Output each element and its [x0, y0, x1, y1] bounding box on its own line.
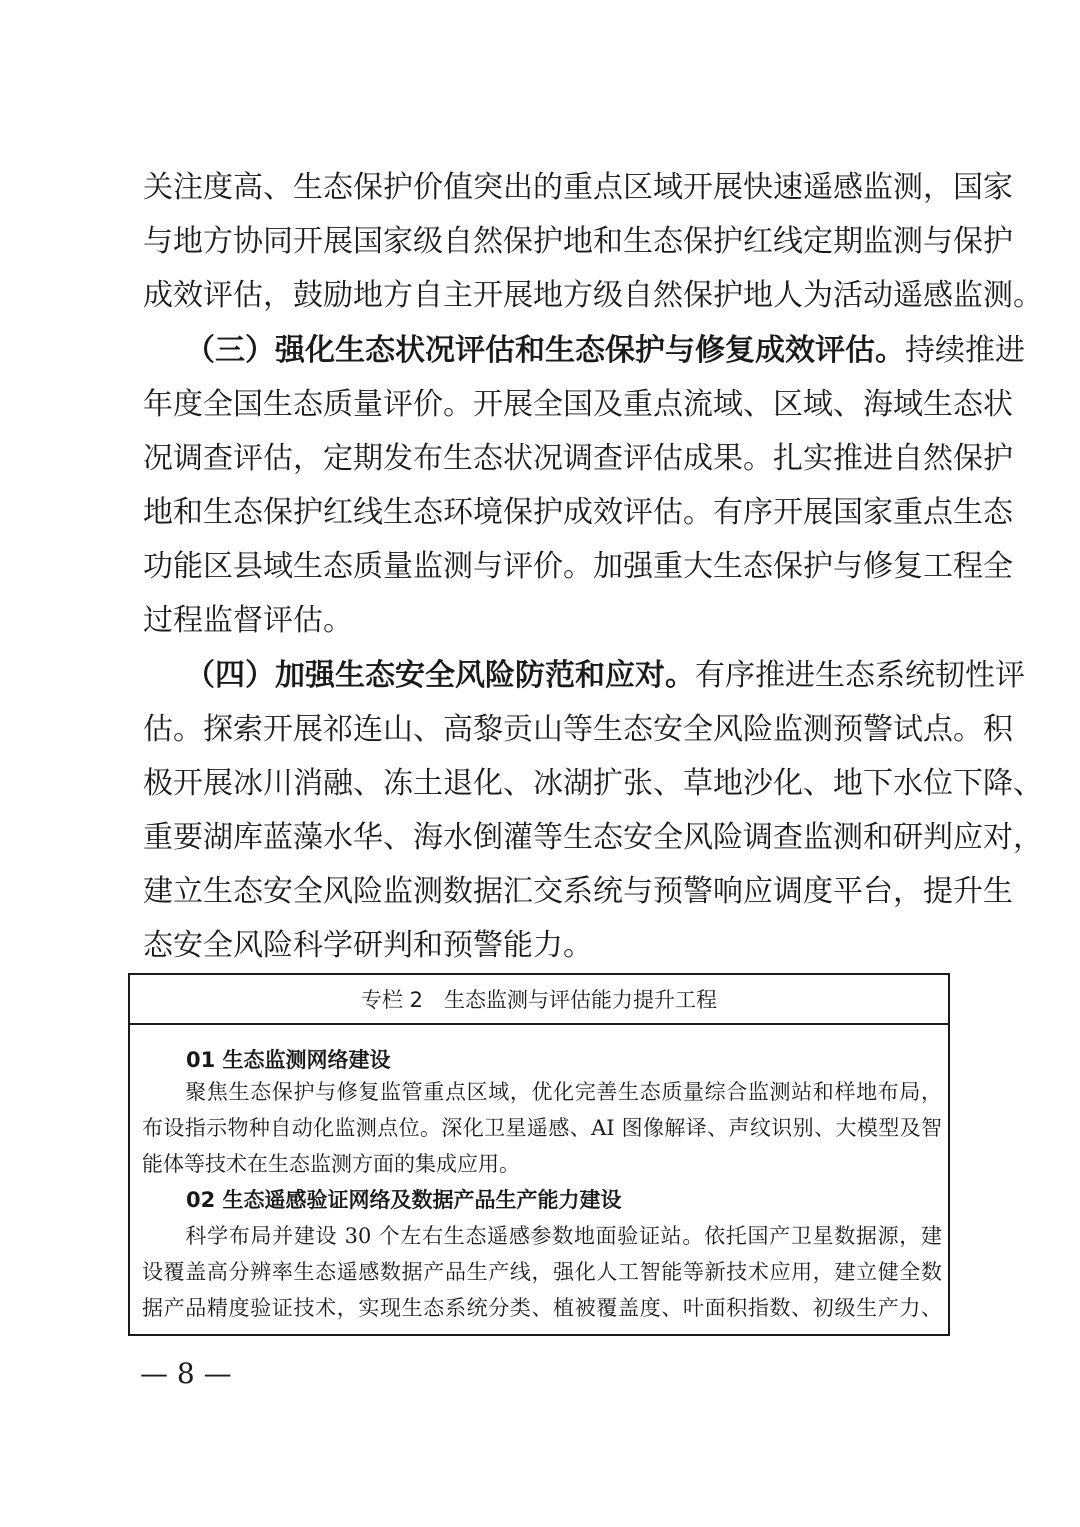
column-box — [128, 973, 950, 1336]
section-4-lead-text: 有序推进生态系统韧性评 — [695, 658, 1025, 693]
section-3-heading: （三）强化生态状况评估和生态保护与修复成效评估。 — [185, 333, 905, 368]
paragraph-line: 过程监督评估。 — [143, 603, 353, 638]
paragraph-line: 年度全国生态质量评价。开展全国及重点流域、区域、海域生态状 — [143, 387, 1013, 422]
column-item-1-heading: 01 生态监测网络建设 — [186, 1048, 391, 1072]
paragraph-line: 关注度高、生态保护价值突出的重点区域开展快速遥感监测，国家 — [143, 170, 1013, 205]
section-3-lead-text: 持续推进 — [905, 333, 1025, 368]
paragraph-line: 功能区县域生态质量监测与评价。加强重大生态保护与修复工程全 — [143, 549, 1013, 584]
column-item-1-line: 能体等技术在生态监测方面的集成应用。 — [142, 1152, 520, 1176]
section-4-first-line — [185, 656, 1025, 696]
page-number: — 8 — — [140, 1357, 232, 1390]
column-item-2-heading: 02 生态遥感验证网络及数据产品生产能力建设 — [186, 1188, 622, 1212]
column-item-1-line: 布设指示物种自动化监测点位。深化卫星遥感、AI 图像解译、声纹识别、大模型及智 — [142, 1116, 942, 1140]
paragraph-line: 建立生态安全风险监测数据汇交系统与预警响应调度平台，提升生 — [143, 874, 1013, 909]
section-3-first-line — [185, 331, 1025, 371]
paragraph-line: 重要湖库蓝藻水华、海水倒灌等生态安全风险调查监测和研判应对， — [143, 820, 1043, 855]
paragraph-line: 估。探索开展祁连山、高黎贡山等生态安全风险监测预警试点。积 — [143, 712, 1013, 747]
paragraph-line: 成效评估，鼓励地方自主开展地方级自然保护地人为活动遥感监测。 — [143, 278, 1043, 313]
paragraph-line: 况调查评估，定期发布生态状况调查评估成果。扎实推进自然保护 — [143, 441, 1013, 476]
paragraph-line: 与地方协同开展国家级自然保护地和生态保护红线定期监测与保护 — [143, 224, 1013, 259]
column-box-title: 专栏 2 生态监测与评估能力提升工程 — [130, 975, 948, 1025]
column-item-2-line: 科学布局并建设 30 个左右生态遥感参数地面验证站。依托国产卫星数据源，建 — [142, 1224, 942, 1248]
paragraph-line: 态安全风险科学研判和预警能力。 — [143, 928, 593, 963]
column-item-2-line: 设覆盖高分辨率生态遥感数据产品生产线，强化人工智能等新技术应用，建立健全数 — [142, 1260, 942, 1284]
column-item-2-line: 据产品精度验证技术，实现生态系统分类、植被覆盖度、叶面积指数、初级生产力、 — [142, 1296, 942, 1320]
section-4-heading: （四）加强生态安全风险防范和应对。 — [185, 658, 695, 693]
paragraph-line: 地和生态保护红线生态环境保护成效评估。有序开展国家重点生态 — [143, 495, 1013, 530]
column-item-1-line: 聚焦生态保护与修复监管重点区域，优化完善生态质量综合监测站和样地布局， — [142, 1080, 942, 1104]
paragraph-line: 极开展冰川消融、冻土退化、冰湖扩张、草地沙化、地下水位下降、 — [143, 766, 1043, 801]
